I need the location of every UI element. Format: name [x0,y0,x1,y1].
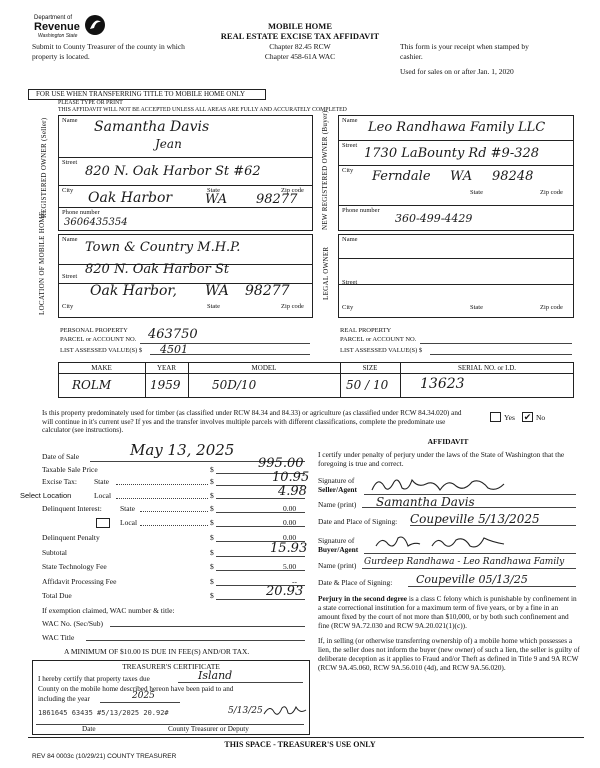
form-title-2: REAL ESTATE EXCISE TAX AFFIDAVIT [220,31,380,41]
buyer-print-name[interactable]: Gurdeep Randhawa - Leo Randhawa Family [364,557,565,567]
location-zip-label: Zip code [281,303,304,310]
dollar-sign: $ [210,504,214,513]
vehicle-make[interactable]: ROLM [72,378,112,392]
di-local-box [96,518,110,528]
timber-yes-label: Yes [504,413,515,422]
buyer-street[interactable]: 1730 LaBounty Rd #9-328 [364,146,540,161]
exemption-label: If exemption claimed, WAC number & title: [42,606,175,615]
treasurer-year[interactable]: 2025 [132,691,155,701]
affidavit-certify: I certify under penalty of perjury under the laws of the State of Washington that the foregoing is true and correct. [318,450,565,469]
vehicle-model[interactable]: 50D/10 [212,378,257,392]
subtotal-amount[interactable]: 15.93 [270,541,308,556]
seller-sig-label-2: Seller/Agent [318,485,357,494]
buyer-zip[interactable]: 98248 [492,169,534,184]
personal-parcel-number[interactable]: 463750 [148,327,198,342]
seller-phone[interactable]: 3606435354 [64,217,128,228]
seller-date-place[interactable]: Coupeville 5/13/2025 [410,512,540,526]
timber-yes-checkbox[interactable] [490,412,501,422]
total-due-amount[interactable]: 20.93 [266,584,304,599]
treasurer-use-only: THIS SPACE - TREASURER'S USE ONLY [224,740,376,749]
treasurer-date-label: Date [82,725,96,733]
tech-fee-amount[interactable]: 5.00 [283,562,297,571]
logo-dept-text: Department of [34,15,73,21]
affidavit-heading: AFFIDAVIT [427,437,469,446]
form-title-1: MOBILE HOME [268,21,332,31]
legal-name-label: Name [342,236,358,243]
seller-name-label: Name [62,117,78,124]
revenue-logo [34,12,106,42]
location-street[interactable]: 820 N. Oak Harbor St [85,262,230,277]
buyer-city[interactable]: Ferndale [372,169,431,184]
select-location-dropdown[interactable]: Select Location [20,491,72,500]
col-serial-header: SERIAL NO. or I.D. [457,364,517,372]
transfer-only-text: FOR USE WHEN TRANSFERRING TITLE TO MOBILE HOME ONLY [36,90,246,98]
legal-owner-block [338,234,574,318]
type-print-text: PLEASE TYPE OR PRINT [58,100,123,106]
taxable-price[interactable]: 995.00 [258,456,304,471]
legal-street-label: Street [342,279,358,286]
col-size-header: SIZE [362,364,378,372]
dollar-sign: $ [210,577,214,586]
buyer-state[interactable]: WA [450,169,473,184]
seller-signature[interactable] [368,474,508,496]
col-make-header: MAKE [91,364,112,372]
di-local-label: Local [120,518,138,527]
chapter-wac: Chapter 458-61A WAC [264,52,336,61]
dollar-sign: $ [210,548,214,557]
treasurer-stamp: 1861645 63435 #5/13/2025 20.92# [38,709,169,717]
real-parcel-label: PARCEL or ACCOUNT NO. [340,336,417,343]
seller-sig-label-1: Signature of [318,476,355,485]
affidavit-fee-label: Affidavit Processing Fee [42,577,117,586]
personal-assessed-value[interactable]: 4501 [160,343,188,356]
seller-print-label: Name (print) [318,500,357,509]
legal-state-label: State [470,304,483,311]
not-accepted-text: THIS AFFIDAVIT WILL NOT BE ACCEPTED UNLESS ALL AREAS ARE FULLY AND ACCURATELY COMPLETED [58,107,347,113]
perjury-notice [318,594,580,630]
excise-state-amount[interactable]: 10.95 [272,470,310,485]
location-name[interactable]: Town & Country M.H.P. [85,240,241,255]
dollar-sign: $ [210,465,214,474]
treasurer-line1: I hereby certify that property taxes due [38,675,150,683]
col-year-header: YEAR [156,364,177,372]
affidavit-fee-amount[interactable]: -- [292,577,297,586]
buyer-sig-label-2: Buyer/Agent [318,545,359,554]
personal-assessed-label: LIST ASSESSED VALUE(S) $ [60,347,143,354]
buyer-state-label: State [470,189,483,196]
buyer-print-label: Name (print) [318,561,357,570]
treasurer-signature [262,702,308,718]
penalty-amount[interactable]: 0.00 [283,533,297,542]
seller-city-label: City [62,187,74,194]
logo-name-text: Revenue [34,21,80,33]
buyer-sig-label-1: Signature of [318,536,355,545]
timber-question: Is this property predominately used for timber (as classified under RCW 84.34 and 84.33) or agriculture (as classified under RCW 84.34.020) and will continue in it's current use? If yes and the transfer involves multiple parcels with different classifications, complete the predominate use calculator (see instructions). [42,409,462,435]
tech-fee-label: State Technology Fee [42,562,107,571]
location-name-label: Name [62,236,78,243]
vehicle-year[interactable]: 1959 [150,378,181,392]
location-city-label: City [62,303,74,310]
buyer-phone[interactable]: 360-499-4429 [395,212,473,225]
perjury-bold: Perjury in the second degree [318,594,408,603]
used-for-date: Used for sales on or after Jan. 1, 2020 [400,67,514,76]
dollar-sign: $ [210,477,214,486]
dollar-sign: $ [210,518,214,527]
logo-state-text: Washington State [38,33,78,39]
seller-street-label: Street [62,159,78,166]
vehicle-serial[interactable]: 13623 [420,376,465,392]
excise-tax-label: Excise Tax: [42,477,77,486]
buyer-city-label: City [342,167,354,174]
seller-name-line2[interactable]: Jean [155,137,182,151]
vehicle-size[interactable]: 50 / 10 [346,378,389,392]
di-state-label: State [120,504,135,513]
legal-city-label: City [342,304,354,311]
minimum-notice: A MINIMUM OF $10.00 IS DUE IN FEE(S) AND/OR TAX. [64,647,250,656]
seller-state-label: State [207,187,220,194]
seller-vertical-label: REGISTERED OWNER (Seller) [40,117,48,218]
real-property-label: REAL PROPERTY [340,327,392,334]
seller-state[interactable]: WA [205,192,228,207]
seller-name[interactable]: Samantha Davis [94,119,210,135]
dollar-sign: $ [210,562,214,571]
seller-zip-label: Zip code [281,187,304,194]
buyer-name-label: Name [342,117,358,124]
wac-number-label: WAC No. (Sec/Sub) [42,619,104,628]
date-of-sale[interactable]: May 13, 2025 [130,441,235,459]
receipt-instruction: This form is your receipt when stamped by cashier. [400,42,529,61]
location-state[interactable]: WA [205,283,229,299]
form-revision: REV 84 0003c (10/29/21) COUNTY TREASURER [32,753,177,760]
dollar-sign: $ [210,533,214,542]
chapter-rcw: Chapter 82.45 RCW [269,42,331,51]
location-state-label: State [207,303,220,310]
treasurer-deputy-label: County Treasurer or Deputy [168,725,249,733]
timber-no-label: No [536,413,546,422]
treasurer-county[interactable]: Island [198,669,233,682]
perjury-text: is a class C felony which is punishable by confinement in a state correctional institution for a maximum term of five years, or by a fine in an amount fixed by the court of not more than $10,000, or by both such confinement and fine (RCW 9A.72.030 and RCW 9A.20.021(1)(c)). [318,594,577,630]
total-due-label: Total Due [42,591,72,600]
seller-date-place-label: Date and Place of Signing: [318,517,398,526]
excise-local-label: Local [94,491,112,500]
timber-no-checkbox[interactable]: ✔ [523,412,532,422]
treasurer-heading: TREASURER'S CERTIFICATE [122,662,220,671]
seller-street[interactable]: 820 N. Oak Harbor St #62 [85,164,261,179]
location-vertical-label: LOCATION OF MOBILE HOME [38,211,46,315]
personal-parcel-label: PARCEL or ACCOUNT NO. [60,336,137,343]
personal-property-label: PERSONAL PROPERTY [60,327,128,334]
seller-print-name[interactable]: Samantha Davis [376,495,475,509]
treasurer-line3: including the year [38,695,90,703]
excise-state-label: State [94,477,109,486]
delinquent-penalty-label: Delinquent Penalty [42,533,100,542]
seller-phone-label: Phone number [62,209,100,216]
buyer-street-label: Street [342,142,358,149]
location-zip[interactable]: 98277 [245,283,290,299]
location-city[interactable]: Oak Harbor, [90,283,178,299]
seller-city[interactable]: Oak Harbor [88,190,173,206]
subtotal-label: Subtotal [42,548,68,557]
location-street-label: Street [62,273,78,280]
logo-swirl-icon [84,14,106,36]
buyer-vertical-label: NEW REGISTERED OWNER (Buyer) [321,110,329,230]
buyer-date-place-label: Date & Place of Signing: [318,578,393,587]
treasurer-line2: County on the mobile home described hereon have been paid to and [38,685,234,693]
real-assessed-label: LIST ASSESSED VALUE(S) $ [340,347,423,354]
excise-local-amount[interactable]: 4.98 [278,484,307,499]
lien-notice: If, in selling (or otherwise transferring ownership of) a mobile home which possesses a lien, the seller does not inform the buyer (new owner) of such a lien, the seller is guilty of deliberate deception as it applies to Fraud and/or Theft as defined in Title 9 and 9A RCW (RCW 9A.45.060, RCW 9A.56.010 (4d), and RCW 9A.56.020). [318,636,580,672]
seller-zip[interactable]: 98277 [256,192,298,207]
buyer-phone-label: Phone number [342,207,380,214]
delinquent-interest-label: Delinquent Interest: [42,504,102,513]
legal-zip-label: Zip code [540,304,563,311]
dollar-sign: $ [210,491,214,500]
date-of-sale-label: Date of Sale [42,452,80,461]
buyer-date-place[interactable]: Coupeville 05/13/25 [416,573,528,586]
di-local-amount[interactable]: 0.00 [283,518,297,527]
wac-title-label: WAC Title [42,633,75,642]
buyer-name[interactable]: Leo Randhawa Family LLC [368,120,546,135]
legal-vertical-label: LEGAL OWNER [322,246,330,300]
submit-instruction: Submit to County Treasurer of the county in which property is located. [32,42,185,61]
buyer-zip-label: Zip code [540,189,563,196]
col-model-header: MODEL [251,364,277,372]
buyer-signature[interactable] [372,532,512,554]
treasurer-stamp-date: 5/13/25 [228,706,263,716]
taxable-price-label: Taxable Sale Price [42,465,98,474]
dollar-sign: $ [210,591,214,600]
di-state-amount[interactable]: 0.00 [283,504,297,513]
